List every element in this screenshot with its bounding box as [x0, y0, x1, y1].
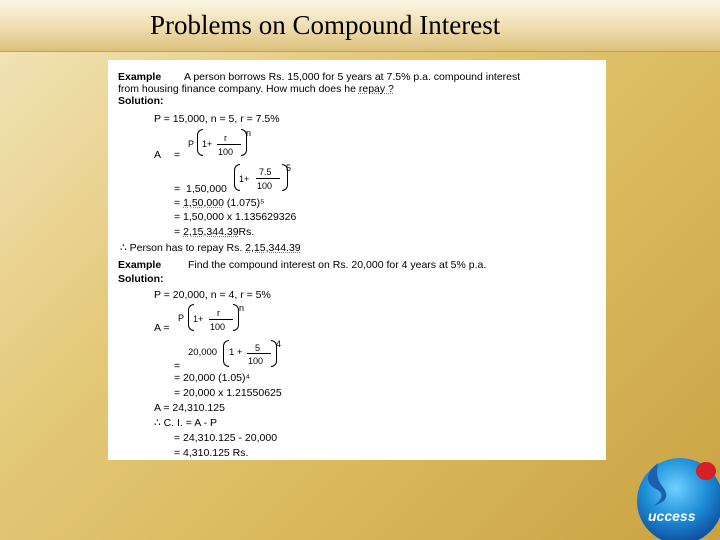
example1-sub-eq: = [174, 183, 181, 195]
example1-conclusion [120, 242, 301, 254]
example2-formula-exp: n [239, 303, 245, 313]
example2-step1: = 20,000 (1.05)⁴ [174, 372, 251, 384]
example1-step3 [174, 226, 254, 238]
title-bar [0, 0, 720, 52]
example2-text: Find the compound interest on Rs. 20,000 for 4 years at 5% p.a. [188, 259, 487, 271]
example2-ci-step1: = 24,310.125 - 20,000 [174, 432, 278, 444]
example2-solution-label: Solution: [118, 273, 164, 285]
example1-step1-power: (1.075)⁵ [223, 197, 265, 209]
example1-sub-num: 7.5 [259, 167, 272, 177]
example1-step1-principal: 1,50,000 [183, 197, 224, 209]
example2-label: Example [118, 259, 162, 271]
example1-text-line2-repay: repay ? [358, 83, 394, 95]
example2-ci-step2: = 4,310.125 Rs. [174, 447, 249, 459]
example1-sub-principal: 1,50,000 [186, 183, 227, 195]
example2-formula-den: 100 [210, 322, 226, 332]
example1-text-line2-main: from housing finance company. How much does he [118, 83, 359, 95]
example1-formula-p: P [188, 139, 195, 149]
example2-sub-exp: 4 [276, 339, 282, 349]
example1-step3-value: 2,15,344.39 [183, 226, 239, 238]
example1-sub-oneplus: 1+ [239, 174, 250, 184]
example1-formula-den: 100 [218, 147, 234, 157]
example1-solution-label: Solution: [118, 95, 164, 107]
success-logo [634, 455, 720, 540]
logo-text: uccess [648, 508, 696, 524]
example1-step1-eq: = [174, 197, 184, 209]
example2-sub-principal: 20,000 [188, 347, 218, 358]
example2-sub-fracline [247, 353, 271, 354]
example1-text-line2 [118, 83, 394, 95]
example1-conclusion-value: 2,15,344.39 [245, 242, 301, 254]
example1-text-line1: A person borrows Rs. 15,000 for 5 years at 7.5% p.a. compound interest [184, 71, 521, 83]
logo-red-dot [696, 462, 716, 480]
example2-step2: = 20,000 x 1.21550625 [174, 387, 282, 399]
example2-sub-eq: = [174, 360, 181, 372]
example1-formula-num: r [224, 133, 227, 143]
example2-formula-a: A = [154, 322, 170, 334]
content-panel [108, 60, 606, 460]
example2-formula-fracline [209, 319, 233, 320]
example2-sub-oneplus: 1 + [229, 347, 243, 358]
example2-formula-oneplus: 1+ [193, 314, 204, 324]
example1-formula-exp: n [246, 128, 252, 138]
example2-sub-num: 5 [255, 343, 261, 353]
example2-ci-formula: ∴ C. I. = A - P [154, 417, 217, 429]
example1-formula-oneplus: 1+ [202, 139, 213, 149]
example2-formula-p: P [178, 313, 185, 323]
example1-label: Example [118, 71, 162, 83]
example2-sub-den: 100 [248, 356, 264, 366]
example1-step2: = 1,50,000 x 1.135629326 [174, 211, 297, 223]
slide-title: Problems on Compound Interest [150, 10, 501, 40]
example1-sub-den: 100 [257, 181, 273, 191]
success-logo-icon [634, 455, 720, 540]
example2-given: P = 20,000, n = 4, r = 5% [154, 289, 271, 301]
example2-formula-num: r [217, 308, 220, 318]
example1-given: P = 15,000, n = 5, r = 7.5% [154, 113, 280, 125]
example1-formula-a: A [154, 149, 162, 161]
example1-conclusion-text: ∴ Person has to repay Rs. [120, 242, 246, 254]
example1-step1 [174, 197, 264, 209]
example1-formula-eq: = [174, 149, 181, 161]
example1-step3-unit: Rs. [238, 226, 255, 238]
example1-sub-exp: 5 [286, 163, 292, 173]
example1-formula-fracline [217, 144, 241, 145]
example2-result: A = 24,310.125 [154, 402, 225, 414]
example1-sub-fracline [256, 178, 280, 179]
example1-step3-eq: = [174, 226, 184, 238]
